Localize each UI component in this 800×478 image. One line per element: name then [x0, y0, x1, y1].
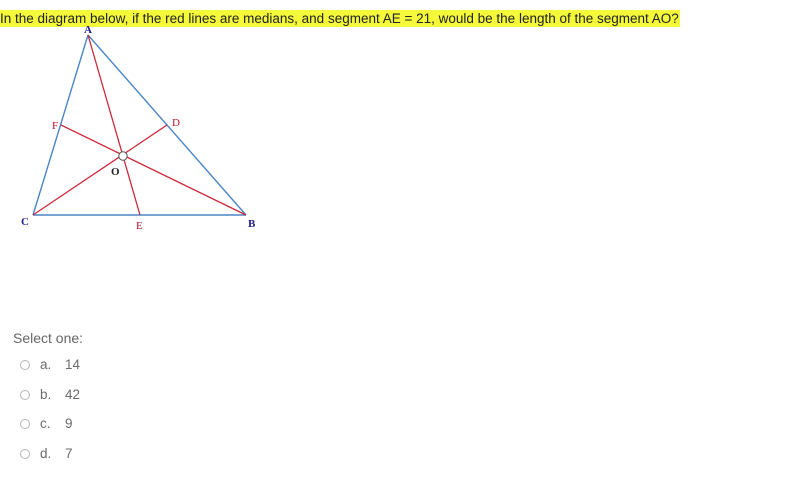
radio-button-d[interactable] [20, 449, 30, 459]
option-b[interactable] [20, 380, 80, 410]
median-bf [61, 125, 246, 215]
median-ae [88, 35, 140, 215]
label-d: D [172, 117, 180, 129]
triangle-medians-diagram [19, 22, 269, 236]
answer-options [20, 350, 80, 468]
radio-button-b[interactable] [20, 390, 30, 400]
median-cd [33, 125, 167, 215]
label-a: A [84, 24, 92, 36]
option-letter: b. [40, 386, 52, 402]
label-b: B [248, 218, 256, 230]
option-c[interactable] [20, 409, 80, 439]
label-o: O [111, 166, 120, 178]
option-value: 14 [65, 357, 81, 373]
option-value: 9 [65, 416, 73, 432]
option-d[interactable] [20, 439, 80, 469]
label-f: F [52, 120, 59, 132]
label-c: C [21, 216, 29, 228]
option-letter: d. [40, 445, 52, 461]
select-one-label: Select one: [13, 330, 84, 346]
option-value: 7 [65, 445, 73, 461]
label-e: E [136, 220, 143, 232]
option-value: 42 [65, 386, 81, 402]
option-letter: a. [40, 357, 52, 373]
radio-button-a[interactable] [20, 360, 30, 370]
question-highlight: In the diagram below, if the red lines are medians, and segment AE = 21, would be the length of the segment AO? [0, 11, 679, 26]
radio-button-c[interactable] [20, 419, 30, 429]
side-ac [33, 35, 88, 215]
option-letter: c. [40, 416, 51, 432]
option-a[interactable] [20, 350, 80, 380]
centroid-point [119, 152, 127, 160]
